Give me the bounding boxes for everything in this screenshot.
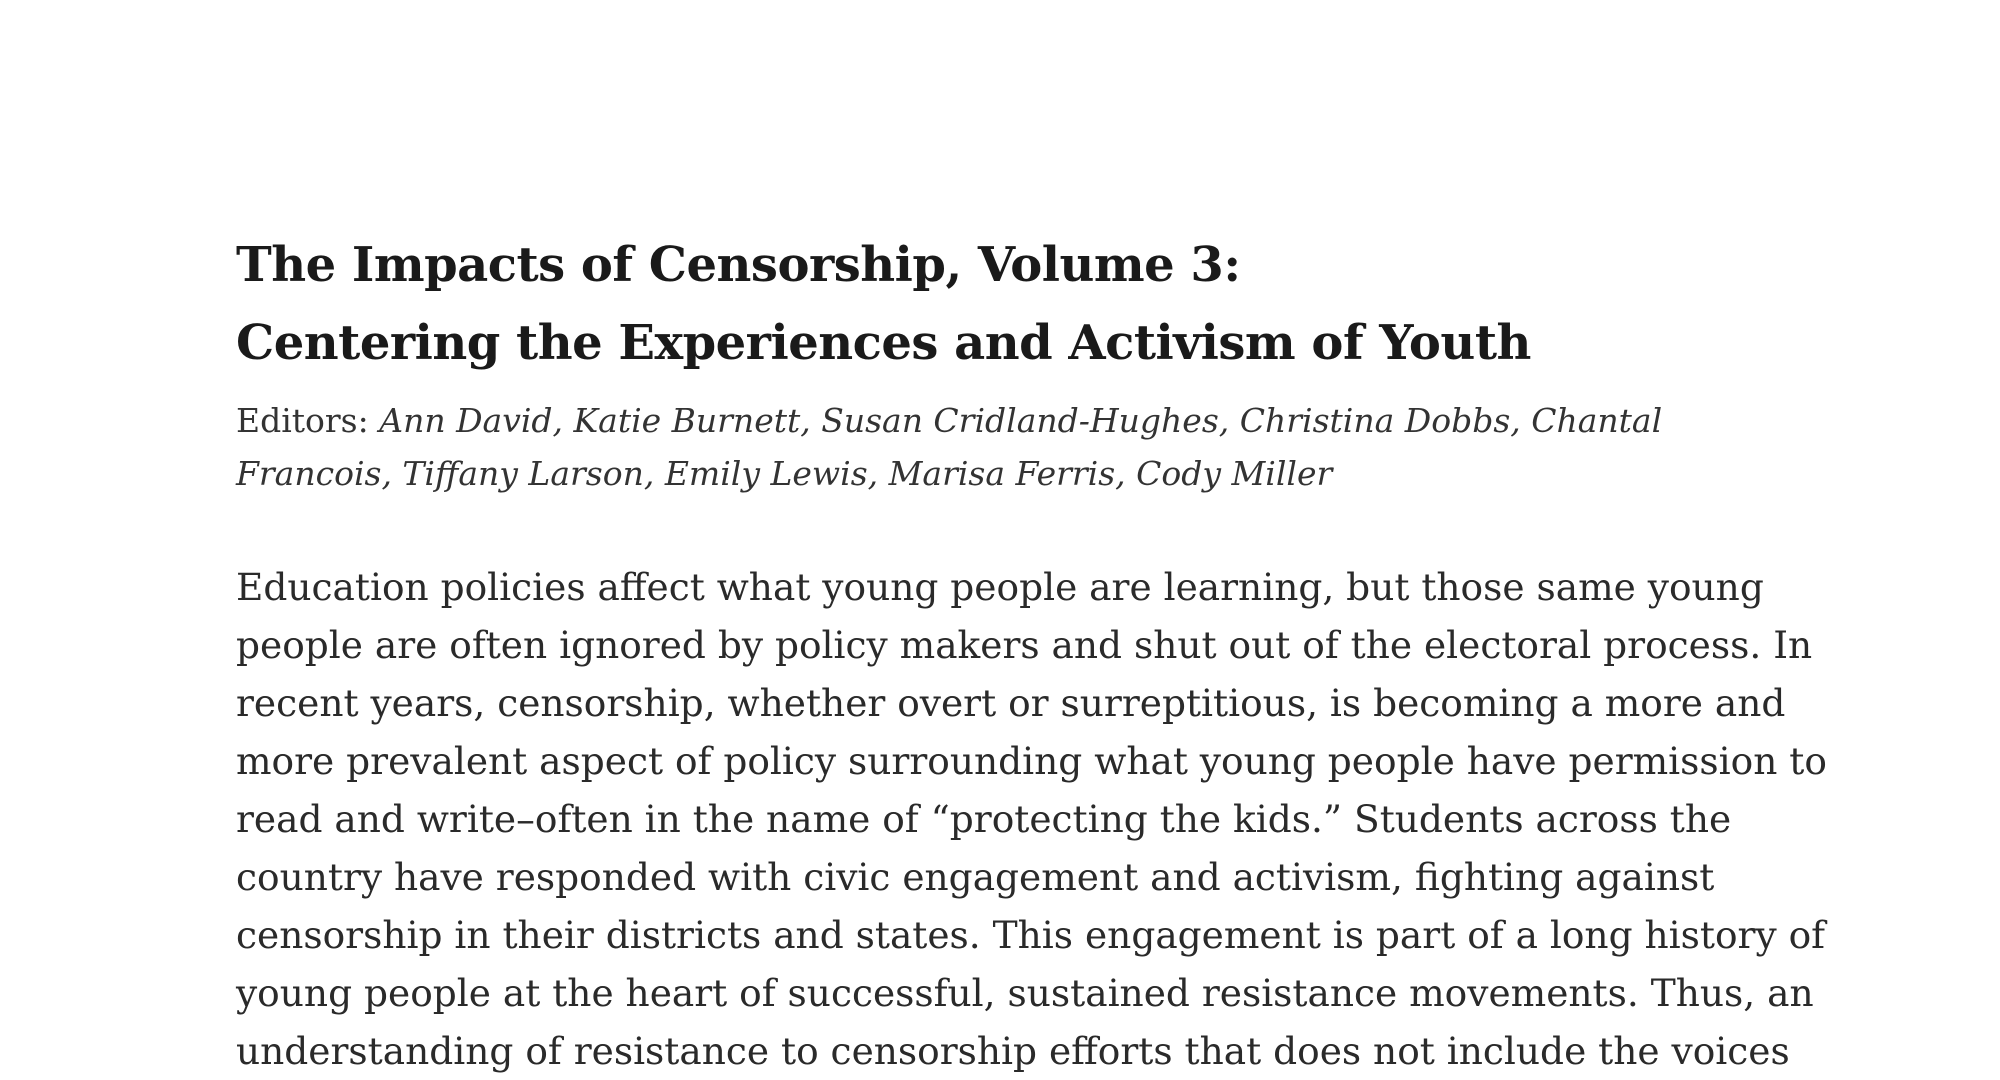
document-body xyxy=(236,226,1827,1080)
abstract-line: censorship in their districts and states. This engagement is part of a long history of xyxy=(236,913,1826,957)
abstract-line: understanding of resistance to censorship efforts that does not include the voices xyxy=(236,1029,1790,1073)
editors-label: Editors: xyxy=(236,401,369,440)
abstract-line: people are often ignored by policy makers and shut out of the electoral process. In xyxy=(236,623,1813,667)
document-title xyxy=(236,226,1816,382)
abstract-line: young people at the heart of successful, sustained resistance movements. Thus, an xyxy=(236,971,1814,1015)
abstract-paragraph xyxy=(236,558,1827,1080)
title-line-1: The Impacts of Censorship, Volume 3: xyxy=(236,237,1241,293)
editors-names: Ann David, Katie Burnett, Susan Cridland-Hughes, Christina Dobbs, Chantal Francois, Tiffany Larson, Emily Lewis, Marisa Ferris, Cody Miller xyxy=(236,401,1663,493)
abstract-line: recent years, censorship, whether overt or surreptitious, is becoming a more and xyxy=(236,681,1786,725)
abstract-line: country have responded with civic engagement and activism, fighting against xyxy=(236,855,1715,899)
abstract-line: Education policies affect what young people are learning, but those same young xyxy=(236,565,1764,609)
title-line-2: Centering the Experiences and Activism of Youth xyxy=(236,315,1531,371)
editors-line xyxy=(236,394,1696,500)
abstract-line: more prevalent aspect of policy surrounding what young people have permission to xyxy=(236,739,1827,783)
abstract-line: read and write–often in the name of “protecting the kids.” Students across the xyxy=(236,797,1732,841)
